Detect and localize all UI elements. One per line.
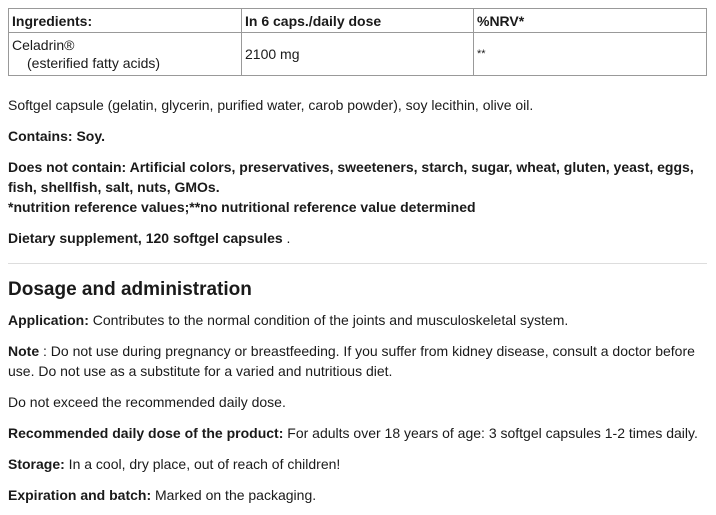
storage-text: In a cool, dry place, out of reach of children! [64, 456, 341, 472]
nrv-cell: ** [474, 33, 707, 76]
supplement-line [8, 228, 707, 248]
storage-line [8, 454, 707, 474]
table-header-row [9, 9, 707, 33]
note-line [8, 341, 707, 381]
table-row [9, 33, 707, 76]
footnote-text: *nutrition reference values;**no nutritional reference value determined [8, 199, 476, 215]
supplement-dot: . [282, 230, 291, 246]
application-line [8, 310, 707, 330]
supplement-label: Dietary supplement, 120 softgel capsules [8, 230, 283, 246]
ingredient-name: Celadrin® [12, 37, 75, 53]
expiration-line [8, 485, 707, 505]
application-text: Contributes to the normal condition of the joints and musculoskeletal system. [88, 312, 569, 328]
dosage-title: Dosage and administration [8, 279, 252, 300]
recommended-text: For adults over 18 years of age: 3 softgel capsules 1-2 times daily. [283, 425, 698, 441]
expiration-label: Expiration and batch: [8, 487, 152, 503]
application-label: Application: [8, 312, 89, 328]
does-not-contain-text: Does not contain: Artificial colors, preservatives, sweeteners, starch, sugar, wheat, gluten, yeast, eggs, fish, shellfish, salt, nuts, GMOs. [8, 159, 694, 195]
recommended-label: Recommended daily dose of the product: [8, 425, 284, 441]
expiration-text: Marked on the packaging. [151, 487, 317, 503]
section-divider [8, 263, 707, 264]
header-daily-dose: In 6 caps./daily dose [242, 9, 474, 33]
contains-text: Contains: Soy. [8, 128, 105, 144]
note-label: Note [8, 343, 40, 359]
dose-cell: 2100 mg [242, 33, 474, 76]
header-nrv: %NRV* [474, 9, 707, 33]
ingredients-table [8, 8, 707, 76]
recommended-line [8, 423, 707, 443]
ingredient-cell [9, 33, 242, 76]
storage-label: Storage: [8, 456, 65, 472]
note-text: : Do not use during pregnancy or breastfeeding. If you suffer from kidney disease, consult a doctor before use. Do not use as a substitute for a varied and nutritious diet. [8, 343, 695, 379]
max-dose-text: Do not exceed the recommended daily dose. [8, 394, 286, 410]
ingredient-subname: (esterified fatty acids) [27, 55, 161, 71]
header-ingredients: Ingredients: [9, 9, 242, 33]
composition-text: Softgel capsule (gelatin, glycerin, purified water, carob powder), soy lecithin, olive oil. [8, 97, 534, 113]
